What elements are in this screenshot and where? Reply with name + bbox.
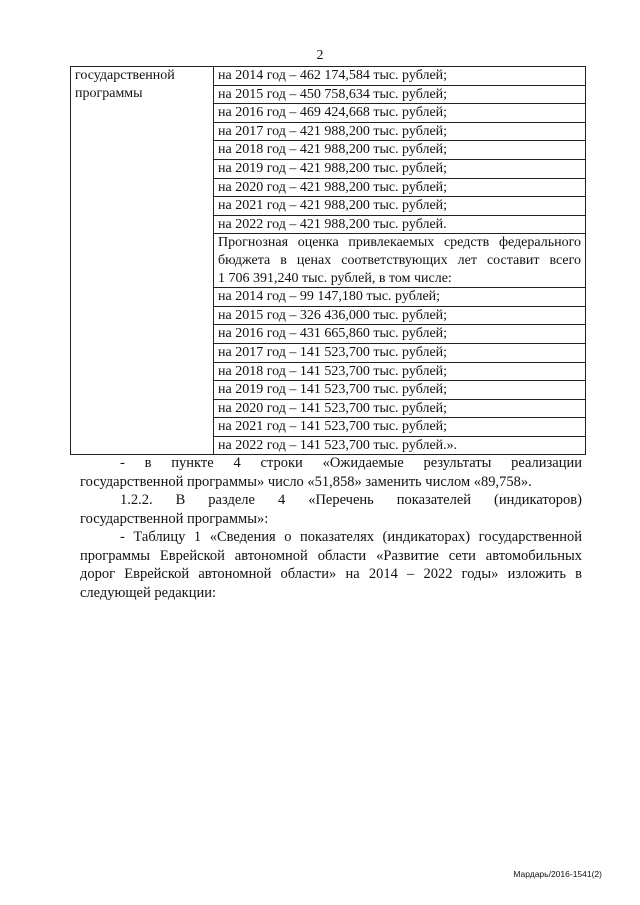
footer-stamp: Мардарь/2016-1541(2) xyxy=(513,869,602,879)
paragraph-line: бюджета в ценах соответствующих лет составит всего xyxy=(218,252,581,268)
table-right-cell xyxy=(214,67,586,455)
funding-line: на 2020 год – 421 988,200 тыс. рублей; xyxy=(214,179,585,198)
funding-line: на 2021 год – 141 523,700 тыс. рублей; xyxy=(214,418,585,437)
text-line: дорог Еврейской автономной области» на 2014 – 2022 годы» изложить в xyxy=(80,566,582,582)
amendment-paragraph-2 xyxy=(80,491,582,528)
left-label-line: программы xyxy=(75,85,143,101)
text-line: 1.2.2. В разделе 4 «Перечень показателей (индикаторов) xyxy=(120,492,582,508)
funding-line: на 2016 год – 431 665,860 тыс. рублей; xyxy=(214,325,585,344)
funding-line: на 2015 год – 326 436,000 тыс. рублей; xyxy=(214,307,585,326)
text-line: - в пункте 4 строки «Ожидаемые результаты реализации xyxy=(120,455,582,471)
funding-line: на 2016 год – 469 424,668 тыс. рублей; xyxy=(214,104,585,123)
amendment-paragraph-3 xyxy=(80,528,582,602)
funding-table xyxy=(70,66,586,455)
funding-line: на 2015 год – 450 758,634 тыс. рублей; xyxy=(214,86,585,105)
funding-line: на 2022 год – 421 988,200 тыс. рублей. xyxy=(214,216,585,235)
funding-line: на 2014 год – 99 147,180 тыс. рублей; xyxy=(214,288,585,307)
text-line: государственной программы» число «51,858» заменить числом «89,758». xyxy=(80,473,532,490)
table-row xyxy=(71,67,586,455)
paragraph-line: 1 706 391,240 тыс. рублей, в том числе: xyxy=(218,270,452,286)
text-line: программы Еврейской автономной области «Развитие сети автомобильных xyxy=(80,547,582,564)
funding-line: на 2019 год – 421 988,200 тыс. рублей; xyxy=(214,160,585,179)
funding-line: на 2022 год – 141 523,700 тыс. рублей.». xyxy=(218,437,458,453)
table-left-cell xyxy=(71,67,214,455)
text-line: - Таблицу 1 «Сведения о показателях (индикаторах) государственной xyxy=(120,529,582,545)
federal-estimate-paragraph xyxy=(214,234,585,288)
funding-line: на 2020 год – 141 523,700 тыс. рублей; xyxy=(214,400,585,419)
text-line: следующей редакции: xyxy=(80,584,217,601)
text-line: государственной программы»: xyxy=(80,510,269,527)
amendment-paragraph-1 xyxy=(80,454,582,491)
funding-line: на 2014 год – 462 174,584 тыс. рублей; xyxy=(214,67,585,86)
funding-line: на 2019 год – 141 523,700 тыс. рублей; xyxy=(214,381,585,400)
funding-line: на 2018 год – 141 523,700 тыс. рублей; xyxy=(214,363,585,382)
funding-line: на 2017 год – 141 523,700 тыс. рублей; xyxy=(214,344,585,363)
funding-line: на 2017 год – 421 988,200 тыс. рублей; xyxy=(214,123,585,142)
funding-line: на 2018 год – 421 988,200 тыс. рублей; xyxy=(214,141,585,160)
page-number: 2 xyxy=(316,48,324,63)
paragraph-line: Прогнозная оценка привлекаемых средств федерального xyxy=(218,235,581,251)
funding-line: на 2021 год – 421 988,200 тыс. рублей; xyxy=(214,197,585,216)
left-label-line: государственной xyxy=(75,68,175,83)
